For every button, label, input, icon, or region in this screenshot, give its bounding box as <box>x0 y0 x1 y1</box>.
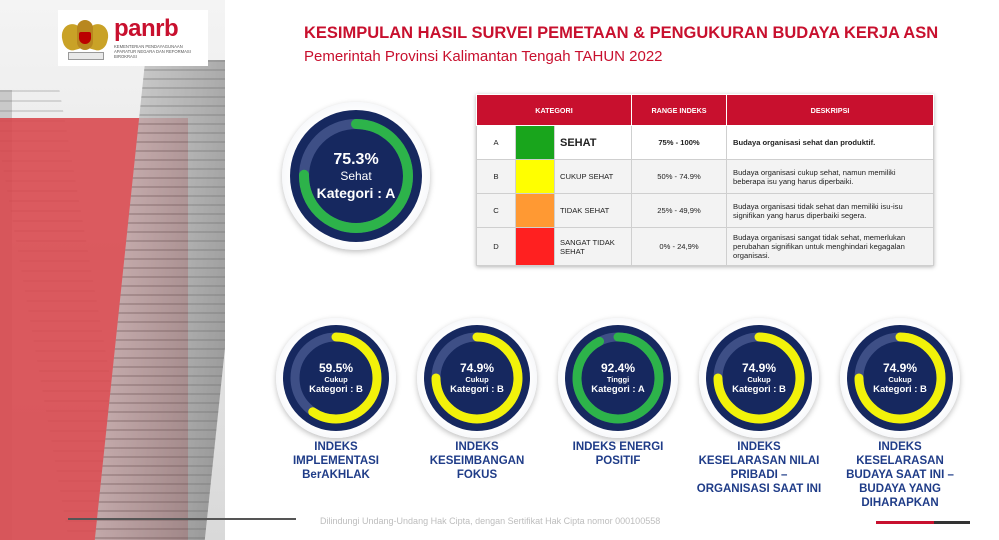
index-category: Cukup <box>465 374 489 384</box>
index-percent: 92.4% <box>600 360 636 375</box>
table-row <box>477 126 934 160</box>
table-row <box>477 228 934 266</box>
garuda-emblem-icon <box>62 14 108 62</box>
index-label-keselarasan-nilai: INDEKS KESELARASAN NILAI PRIBADI – ORGANISASI SAAT INI <box>696 441 822 495</box>
footer-accent-red <box>876 521 934 524</box>
row-description: Budaya organisasi tidak sehat dan memiliki isu-isu signifikan yang harus diperbaiki segera. <box>727 194 934 228</box>
row-description: Budaya organisasi sangat tidak sehat, memerlukan perubahan signifikan untuk menghindari kegagalan organisasi. <box>727 228 934 266</box>
row-description: Budaya organisasi sehat dan produktif. <box>727 126 934 160</box>
header-deskripsi: DESKRIPSI <box>727 95 934 126</box>
index-label-berakhlak: INDEKS IMPLEMENTASI BerAKHLAK <box>292 441 380 481</box>
index-kategori: Kategori : A <box>591 383 645 395</box>
row-category-name: TIDAK SEHAT <box>555 194 632 228</box>
index-gauge-keseimbangan-fokus <box>417 318 537 438</box>
page-title: KESIMPULAN HASIL SURVEI PEMETAAN & PENGUKURAN BUDAYA KERJA ASN <box>304 24 939 42</box>
color-swatch <box>516 160 555 194</box>
index-gauge-keselarasan-budaya <box>840 318 960 438</box>
row-range: 0% - 24,9% <box>632 228 727 266</box>
row-code: A <box>477 126 516 160</box>
copyright-notice: Dilindungi Undang-Undang Hak Cipta, dengan Sertifikat Hak Cipta nomor 000100558 <box>320 516 661 526</box>
color-swatch <box>516 126 555 160</box>
index-category: Tinggi <box>606 374 630 384</box>
row-category-name: CUKUP SEHAT <box>555 160 632 194</box>
row-category-name: SEHAT <box>555 126 632 160</box>
index-percent: 74.9% <box>459 360 495 375</box>
index-kategori: Kategori : B <box>873 383 927 395</box>
page-subtitle: Pemerintah Provinsi Kalimantan Tengah TAHUN 2022 <box>304 48 663 65</box>
main-score-gauge <box>282 102 430 250</box>
color-swatch <box>516 194 555 228</box>
row-range: 50% - 74.9% <box>632 160 727 194</box>
logo-brand-text: panrb <box>114 15 179 42</box>
index-percent: 74.9% <box>741 360 777 375</box>
footer-divider-left <box>68 518 296 520</box>
index-label-keseimbangan-fokus: INDEKS KESEIMBANGAN FOKUS <box>429 441 525 481</box>
table-header-row <box>477 95 934 126</box>
index-percent: 59.5% <box>318 360 354 375</box>
main-gauge-kategori: Kategori : A <box>316 185 396 201</box>
color-swatch <box>516 228 555 266</box>
category-table <box>476 94 934 266</box>
row-code: C <box>477 194 516 228</box>
logo-subtext: KEMENTERIAN PENDAYAGUNAAN APARATUR NEGARA DAN REFORMASI BIROKRASI <box>114 44 191 59</box>
index-category: Cukup <box>747 374 771 384</box>
header-kategori: KATEGORI <box>477 95 632 126</box>
row-range: 75% - 100% <box>632 126 727 160</box>
row-category-name: SANGAT TIDAK SEHAT <box>555 228 632 266</box>
index-kategori: Kategori : B <box>450 383 504 395</box>
index-percent: 74.9% <box>882 360 918 375</box>
table-row <box>477 160 934 194</box>
index-kategori: Kategori : B <box>309 383 363 395</box>
panrb-logo <box>58 10 208 66</box>
row-code: B <box>477 160 516 194</box>
header-range: RANGE INDEKS <box>632 95 727 126</box>
decorative-building-panel <box>0 0 225 540</box>
index-label-keselarasan-budaya: INDEKS KESELARASAN BUDAYA SAAT INI – BUDAYA YANG DIHARAPKAN <box>846 441 954 509</box>
table-row <box>477 194 934 228</box>
main-gauge-percent: 75.3% <box>333 151 379 168</box>
index-label-energi-positif: INDEKS ENERGI POSITIF <box>572 441 664 467</box>
footer-accent-dark <box>934 521 970 524</box>
row-description: Budaya organisasi cukup sehat, namun memiliki beberapa isu yang harus diperbaiki. <box>727 160 934 194</box>
index-category: Cukup <box>888 374 912 384</box>
index-gauge-keselarasan-nilai <box>699 318 819 438</box>
index-category: Cukup <box>324 374 348 384</box>
main-gauge-category: Sehat <box>340 169 372 183</box>
index-gauge-berakhlak <box>276 318 396 438</box>
row-code: D <box>477 228 516 266</box>
index-gauge-energi-positif <box>558 318 678 438</box>
row-range: 25% - 49,9% <box>632 194 727 228</box>
index-kategori: Kategori : B <box>732 383 786 395</box>
